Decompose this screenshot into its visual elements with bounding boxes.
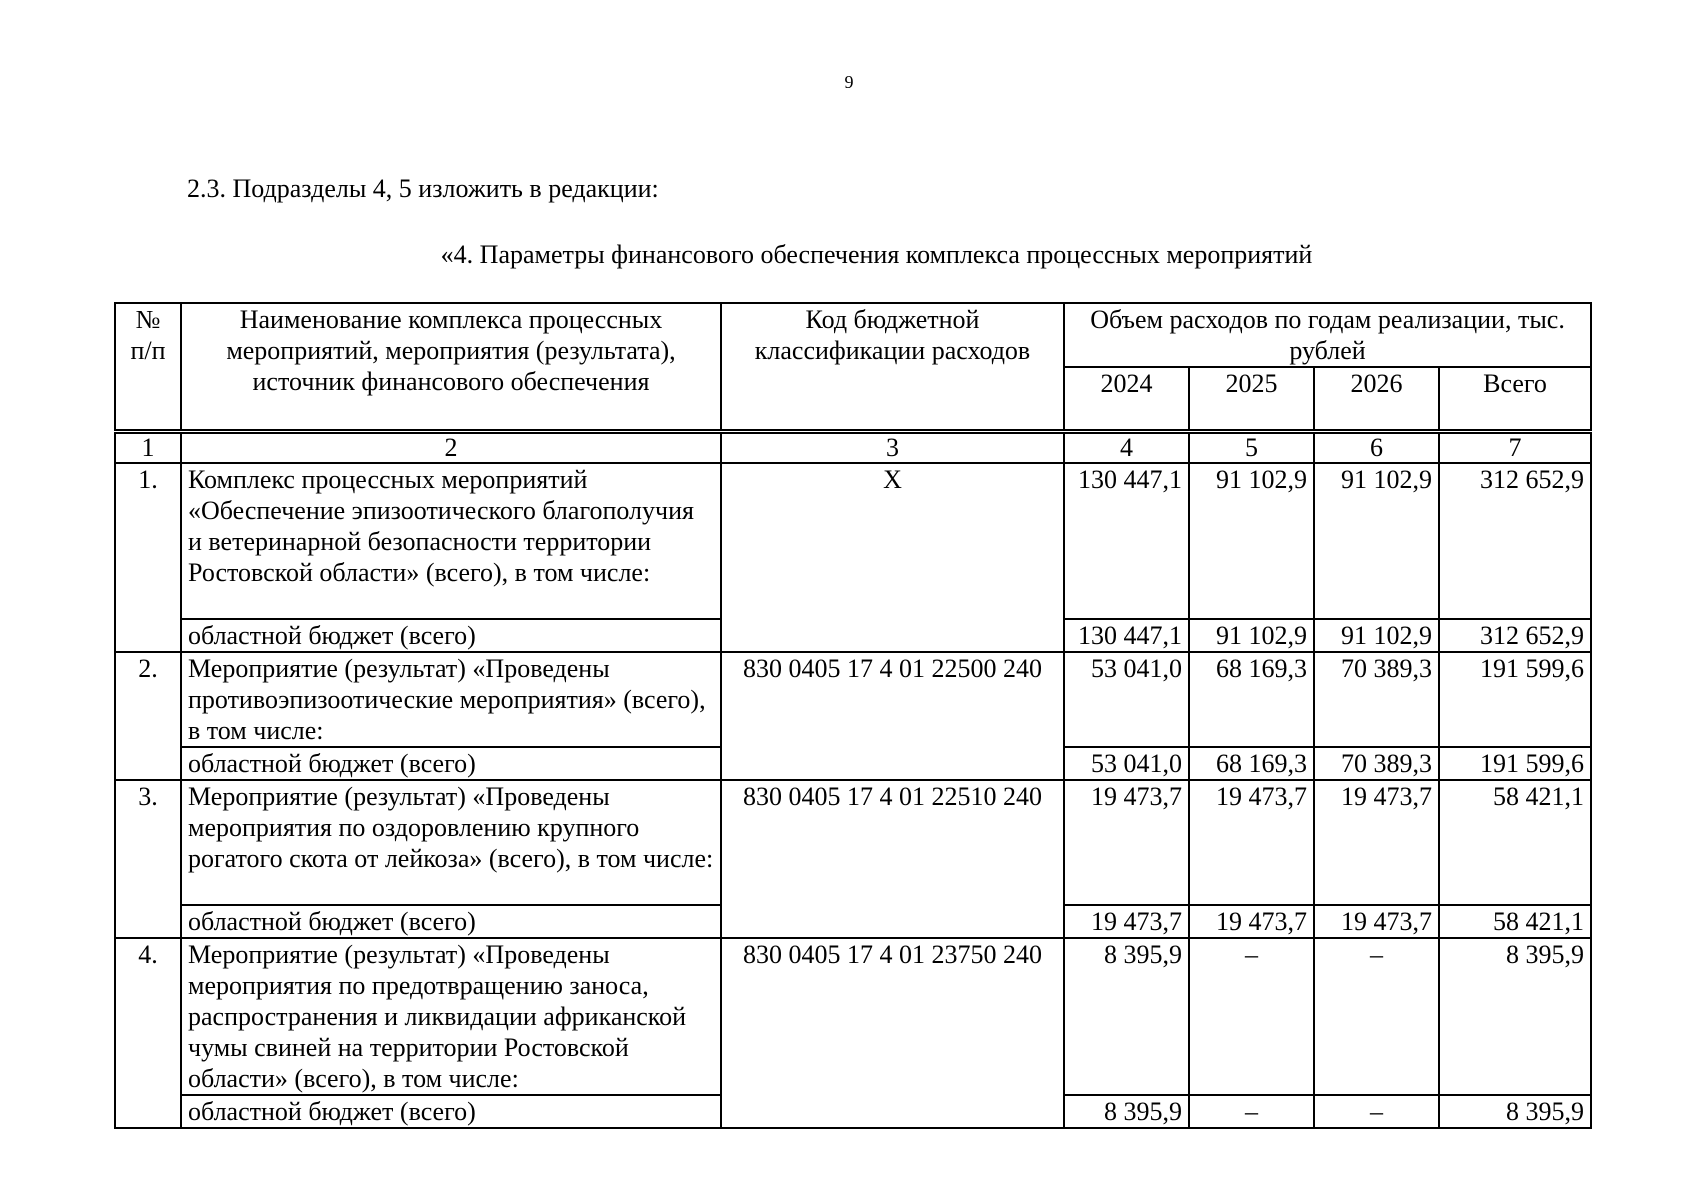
sub-value-2025: 91 102,9 (1189, 619, 1314, 652)
column-number: 5 (1189, 431, 1314, 463)
row-code: 830 0405 17 4 01 22500 240 (721, 652, 1064, 780)
value-2026: 70 389,3 (1314, 652, 1439, 747)
header-volume: Объем расходов по годам реализации, тыс. рублей (1064, 303, 1591, 367)
table-row (115, 780, 1591, 905)
value-2026: 91 102,9 (1314, 463, 1439, 619)
value-2026: – (1314, 938, 1439, 1095)
value-2025: 91 102,9 (1189, 463, 1314, 619)
row-number: 4. (115, 938, 181, 1128)
financing-table (114, 302, 1592, 1129)
header-num: № п/п (115, 303, 181, 431)
row-number: 3. (115, 780, 181, 938)
value-total: 191 599,6 (1439, 652, 1591, 747)
row-name: Комплекс процессных мероприятий «Обеспечение эпизоотического благополучия и ветеринарной безопасности территории Ростовской области» (всего), в том числе: (181, 463, 721, 619)
row-name: Мероприятие (результат) «Проведены мероприятия по оздоровлению крупного рогатого скота от лейкоза» (всего), в том числе: (181, 780, 721, 905)
sub-value-2025: 68 169,3 (1189, 747, 1314, 780)
header-year-2025: 2025 (1189, 367, 1314, 431)
sub-value-2024: 53 041,0 (1064, 747, 1189, 780)
row-number: 1. (115, 463, 181, 652)
sub-value-total: 58 421,1 (1439, 905, 1591, 938)
row-name: Мероприятие (результат) «Проведены мероприятия по предотвращению заноса, распространения и ликвидации африканской чумы свиней на территории Ростовской области» (всего), в том числе: (181, 938, 721, 1095)
instruction-text: 2.3. Подразделы 4, 5 изложить в редакции: (187, 174, 659, 203)
sub-value-2024: 8 395,9 (1064, 1095, 1189, 1128)
sub-value-2025: – (1189, 1095, 1314, 1128)
value-2024: 130 447,1 (1064, 463, 1189, 619)
value-2024: 53 041,0 (1064, 652, 1189, 747)
column-number: 2 (181, 431, 721, 463)
sub-value-2026: 91 102,9 (1314, 619, 1439, 652)
header-year-2024: 2024 (1064, 367, 1189, 431)
value-2024: 8 395,9 (1064, 938, 1189, 1095)
row-code: 830 0405 17 4 01 22510 240 (721, 780, 1064, 938)
table-header-row (115, 303, 1591, 367)
row-name: Мероприятие (результат) «Проведены противоэпизоотические мероприятия» (всего), в том числе: (181, 652, 721, 747)
value-2025: – (1189, 938, 1314, 1095)
sub-value-2026: 70 389,3 (1314, 747, 1439, 780)
header-name: Наименование комплекса процессных мероприятий, мероприятия (результата), источник финансового обеспечения (181, 303, 721, 431)
sub-value-total: 191 599,6 (1439, 747, 1591, 780)
sub-value-2026: – (1314, 1095, 1439, 1128)
sub-value-total: 312 652,9 (1439, 619, 1591, 652)
value-2025: 19 473,7 (1189, 780, 1314, 905)
sub-value-2024: 130 447,1 (1064, 619, 1189, 652)
column-number: 4 (1064, 431, 1189, 463)
sub-value-total: 8 395,9 (1439, 1095, 1591, 1128)
table-row (115, 652, 1591, 747)
column-numbers-row (115, 431, 1591, 463)
column-number: 7 (1439, 431, 1591, 463)
value-2026: 19 473,7 (1314, 780, 1439, 905)
column-number: 6 (1314, 431, 1439, 463)
subrow-name: областной бюджет (всего) (181, 905, 721, 938)
column-number: 3 (721, 431, 1064, 463)
subrow-name: областной бюджет (всего) (181, 619, 721, 652)
header-code: Код бюджетной классификации расходов (721, 303, 1064, 431)
sub-value-2024: 19 473,7 (1064, 905, 1189, 938)
value-total: 8 395,9 (1439, 938, 1591, 1095)
sub-value-2026: 19 473,7 (1314, 905, 1439, 938)
value-total: 312 652,9 (1439, 463, 1591, 619)
header-year-2026: 2026 (1314, 367, 1439, 431)
subrow-name: областной бюджет (всего) (181, 1095, 721, 1128)
value-2025: 68 169,3 (1189, 652, 1314, 747)
row-code: 830 0405 17 4 01 23750 240 (721, 938, 1064, 1128)
value-2024: 19 473,7 (1064, 780, 1189, 905)
sub-value-2025: 19 473,7 (1189, 905, 1314, 938)
section-title: «4. Параметры финансового обеспечения комплекса процессных мероприятий (440, 240, 1313, 269)
header-total: Всего (1439, 367, 1591, 431)
table-row (115, 938, 1591, 1095)
table-row (115, 463, 1591, 619)
subrow-name: областной бюджет (всего) (181, 747, 721, 780)
column-number: 1 (115, 431, 181, 463)
row-code: Х (721, 463, 1064, 652)
row-number: 2. (115, 652, 181, 780)
page-number: 9 (844, 72, 854, 92)
value-total: 58 421,1 (1439, 780, 1591, 905)
